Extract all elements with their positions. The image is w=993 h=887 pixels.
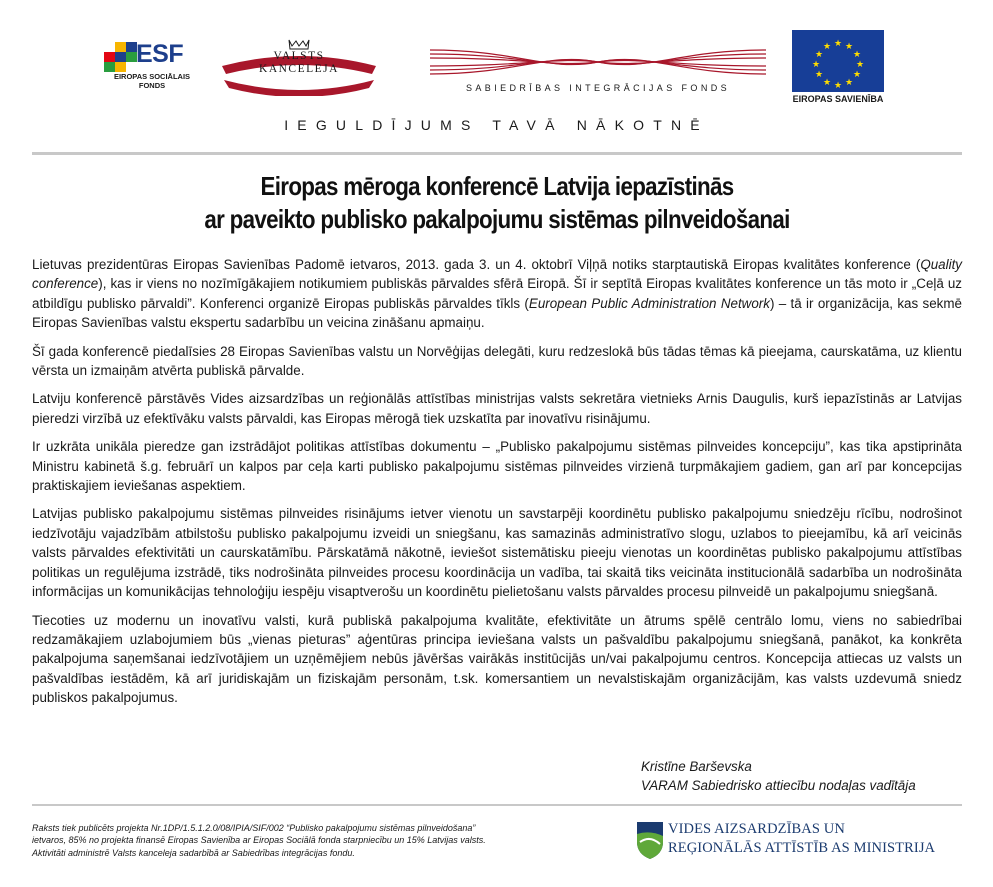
- svg-text:★: ★: [852, 70, 862, 80]
- svg-text:★: ★: [833, 39, 843, 49]
- footnote: [32, 822, 612, 859]
- esf-mosaic-icon: [104, 42, 138, 74]
- sif-logo: [428, 42, 768, 100]
- paragraph-1: [32, 255, 962, 333]
- varam-logo: [636, 818, 956, 862]
- sif-waves-icon: [428, 42, 768, 80]
- header-divider: [32, 152, 962, 155]
- footnote-line3: Aktivitāti administrē Valsts kanceleja sadarbībā ar Sabiedrības integrācijas fondu.: [32, 847, 355, 858]
- svg-text:★: ★: [833, 81, 843, 91]
- footnote-line2: ietvaros, 85% no projekta finansē Eiropas Savienība ar Eiropas Sociālā fonda starpniecību un 15% Latvijas valsts.: [32, 835, 486, 846]
- eu-flag-icon: [790, 30, 886, 92]
- esf-logo: [104, 38, 200, 94]
- svg-text:★: ★: [852, 50, 862, 60]
- p1-text-c: ) – tā ir organizācija, kas sekmē Eiropas Savienības valstu ekspertu sadarbību un veicina zināšanu apmaiņu.: [32, 295, 962, 331]
- title-line2: ar paveikto publisko pakalpojumu sistēmas pilnveidošanai: [204, 204, 790, 234]
- svg-text:★: ★: [811, 60, 821, 70]
- esf-subtitle-line2: FONDS: [138, 81, 166, 90]
- svg-text:★: ★: [844, 78, 854, 88]
- eu-logo: [790, 30, 886, 106]
- paragraph-3: Latviju konferencē pārstāvēs Vides aizsardzības un reģionālās attīstības ministrijas valsts sekretāra vietnieks Arnis Daugulis, kurš iepazīstinās ar Latvijas pieredzi virzībā uz efektīvāku valsts pārvaldi, kas Eiropas mērogā tiek uzskatīta par inovatīvu risinājumu.: [32, 391, 962, 426]
- esf-word: ESF: [136, 40, 184, 68]
- svg-text:★: ★: [855, 60, 865, 70]
- motto: IEGULDĪJUMS TAVĀ NĀKOTNĒ: [284, 117, 709, 133]
- valsts-kanceleja-logo: [218, 38, 380, 96]
- svg-text:★: ★: [822, 42, 832, 52]
- footnote-line1: Raksts tiek publicēts projekta Nr.1DP/1.5.1.2.0/08/IPIA/SIF/002 “Publisko pakalpojumu sistēmas pilnveidošana”: [32, 823, 476, 833]
- paragraph-6: Tiecoties uz modernu un inovatīvu valsti, kurā publiskā pakalpojuma kvalitāte, efektivitāte un ātrums spēlē centrālo lomu, viens no sabiedrībai redzamākajiem uzlabojumiem būs „vienas pieturas” aģentūras principa ieviešana valsts un pašvaldību pakalpojumu sniegšanā, panākot, ka konkrēta pakalpojuma saņemšanai iedzīvotājiem un uzņēmējiem nebūs jāvēršas vairākās institūcijās un/vai pakalpojumu centros. Koncepcija attiecas uz valsts un pašvaldības iestādēm, kā arī juridiskajām un fiziskajām personām, t.sk. komersantiem un nevalstiskajām organizācijām, kas valsts uzdevumā sniedz publiskos pakalpojumus.: [32, 612, 962, 706]
- varam-emblem-icon: [636, 820, 664, 860]
- vk-line2: KANCELEJA: [259, 63, 339, 75]
- signature-role: VARAM Sabiedrisko attiecību nodaļas vadītāja: [641, 778, 916, 794]
- valsts-kanceleja-text: [218, 50, 380, 76]
- vk-line1: VALSTS: [273, 50, 325, 62]
- paragraph-5: Latvijas publisko pakalpojumu sistēmas pilnveides risinājums ietver vienotu un savstarpēji koordinētu publisko pakalpojumu sniedzēju rīcību, nodrošinot iedzīvotāju vajadzībām atbilstošu publisko pakalpojumu izveidi un sniegšanu, kas samazinās administratīvo slogu, uzlabos to pieejamību, kā arī veicinās valsts pārvaldes efektivitāti un caurskatāmību. Pārskatāmā nākotnē, ieviešot sistemātisku pieeju vienotas un koordinētas publisko pakalpojumu attīstības politikas un regulējuma izstrādē, tiks nodrošināta pilnveides procesu koordinācija un vadība, tai skaitā tiks veicināta institucionālā sadarbība un nodrošināta informācijas un komunikācijas tehnoloģiju iespēju visaptverošu un koordinētu pielietošanu valsts pārvaldes procesu pilnveidē un pakalpojumu sniegšanā.: [32, 506, 962, 600]
- p1-text-a: Lietuvas prezidentūras Eiropas Savienības Padomē ietvaros, 2013. gada 3. un 4. oktobrī Viļņā notiks starptautiskā Eiropas kvalitātes konference (: [32, 257, 921, 272]
- p1-italic-quality-conference: Quality conference: [32, 257, 962, 292]
- eu-text: EIROPAS SAVIENĪBA: [792, 94, 884, 104]
- varam-line1: VIDES AIZSARDZĪBAS UN: [668, 821, 845, 837]
- paragraph-4: Ir uzkrāta unikāla pieredze gan izstrādājot politikas attīstības dokumentu – „Publisko pakalpojumu sistēmas pilnveides koncepciju”, kas tika apstiprināta Ministru kabinetā š.g. februārī un kalpos par ceļa karti publisko pakalpojumu sistēmas pilnveides virzienā turpmākajiem gadiem, gan arī par koncepcijas praktiskajiem ieviešanas aspektiem.: [32, 439, 962, 494]
- paragraph-2: Šī gada konferencē piedalīsies 28 Eiropas Savienības valstu un Norvēģijas delegāti, kuru redzeslokā būs tādas tēmas kā pieejama, caurskatāma, uz klientu vērsta un izmaiņām atvērta publiskā pārvalde.: [32, 343, 962, 379]
- varam-text: [668, 820, 935, 858]
- esf-subtitle-line1: EIROPAS SOCIĀLAIS: [113, 72, 191, 81]
- p1-text-b: ), kas ir viens no nozīmīgākajiem notikumiem publiskās pārvaldes sfērā Eiropā. Šī ir septītā Eiropas kvalitātes konference un tās moto ir „Ceļā uz atbildīgu publisko pārvaldi”. Konferenci organizē Eiropas publiskās pārvaldes tīkls (: [32, 276, 962, 311]
- svg-text:★: ★: [814, 50, 824, 60]
- title-line1: Eiropas mēroga konferencē Latvija iepazīstinās: [260, 171, 734, 201]
- svg-text:★: ★: [844, 42, 854, 52]
- footer-divider: [32, 804, 962, 806]
- esf-subtitle: [104, 72, 200, 90]
- svg-text:★: ★: [814, 70, 824, 80]
- article-title: [97, 170, 897, 236]
- varam-line2: REĢIONĀLĀS ATTĪSTĪB AS MINISTRIJA: [668, 840, 936, 856]
- p1-italic-eupan: European Public Administration Network: [528, 295, 770, 311]
- signature-name: Kristīne Barševska: [641, 759, 752, 774]
- article-body: [32, 255, 962, 717]
- signature: [641, 757, 916, 796]
- svg-text:★: ★: [822, 78, 832, 88]
- sif-text: SABIEDRĪBAS INTEGRĀCIJAS FONDS: [465, 83, 731, 93]
